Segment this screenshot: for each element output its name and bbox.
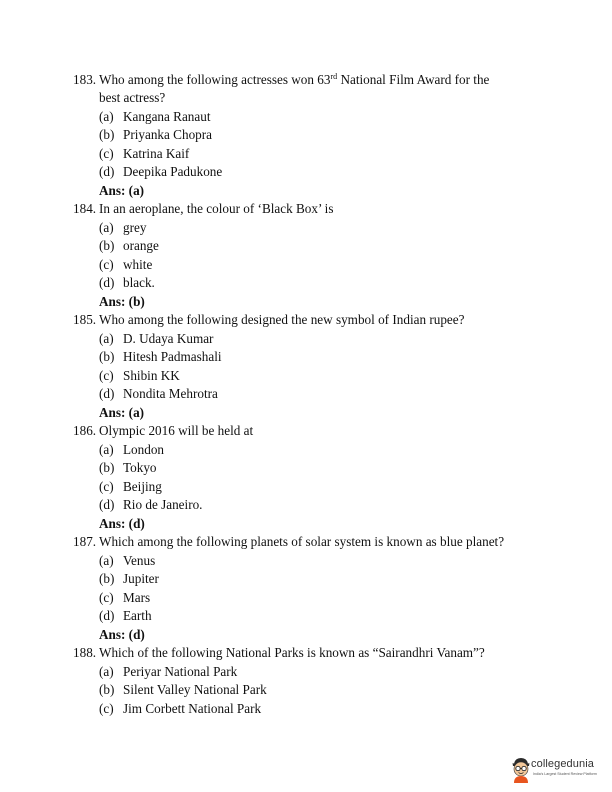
question-number: 186.: [73, 423, 97, 438]
option-a: (a) grey: [99, 220, 147, 235]
question-185: [73, 311, 465, 330]
logo-wordmark: collegedunia: [531, 758, 594, 770]
option-c: (c) white: [99, 257, 153, 272]
option-d: (d) Rio de Janeiro.: [99, 497, 203, 512]
question-number: 184.: [73, 201, 97, 216]
option-c: (c) Jim Corbett National Park: [99, 701, 262, 716]
question-184: [73, 200, 333, 219]
option-a: (a) London: [99, 442, 165, 457]
option-a: (a) D. Udaya Kumar: [99, 331, 214, 346]
answer: Ans: (b): [99, 294, 145, 309]
option-c: (c) Shibin KK: [99, 368, 180, 383]
option-b: (b) Silent Valley National Park: [99, 682, 267, 697]
question-text: Who among the following actresses won 63: [99, 72, 331, 87]
option-c: (c) Beijing: [99, 479, 162, 494]
option-b: (b) Priyanka Chopra: [99, 127, 212, 142]
question-text: Which of the following National Parks is known as “Sairandhri Vanam”?: [99, 645, 485, 660]
mascot-icon: [511, 757, 531, 783]
question-188: [73, 644, 485, 663]
option-b: (b) orange: [99, 238, 159, 253]
collegedunia-logo: [509, 757, 607, 787]
option-a: (a) Kangana Ranaut: [99, 109, 211, 124]
option-c: (c) Mars: [99, 590, 151, 605]
option-a: (a) Periyar National Park: [99, 664, 238, 679]
option-d: (d) black.: [99, 275, 155, 290]
answer: Ans: (d): [99, 627, 145, 642]
question-number: 188.: [73, 645, 97, 660]
question-text: Which among the following planets of solar system is known as blue planet?: [99, 534, 505, 549]
question-number: 185.: [73, 312, 97, 327]
option-d: (d) Nondita Mehrotra: [99, 386, 218, 401]
question-text-end: National Film Award for the: [337, 72, 490, 87]
answer: Ans: (a): [99, 405, 145, 420]
question-text-continued: best actress?: [99, 90, 166, 105]
question-187: [73, 533, 504, 552]
option-b: (b) Jupiter: [99, 571, 159, 586]
question-text: In an aeroplane, the colour of ‘Black Box’ is: [99, 201, 334, 216]
option-b: (b) Tokyo: [99, 460, 157, 475]
question-text: Who among the following designed the new symbol of Indian rupee?: [99, 312, 465, 327]
option-c: (c) Katrina Kaif: [99, 146, 190, 161]
ordinal-suffix: rd: [330, 72, 338, 81]
logo-tagline: India's Largest Student Review Platform: [533, 772, 597, 776]
option-d: (d) Deepika Padukone: [99, 164, 223, 179]
question-text: Olympic 2016 will be held at: [99, 423, 254, 438]
option-a: (a) Venus: [99, 553, 156, 568]
option-d: (d) Earth: [99, 608, 152, 623]
question-number: 187.: [73, 534, 97, 549]
question-183: [73, 71, 489, 90]
answer: Ans: (a): [99, 183, 145, 198]
option-b: (b) Hitesh Padmashali: [99, 349, 222, 364]
question-number: 183.: [73, 72, 97, 87]
answer: Ans: (d): [99, 516, 145, 531]
question-186: [73, 422, 253, 441]
